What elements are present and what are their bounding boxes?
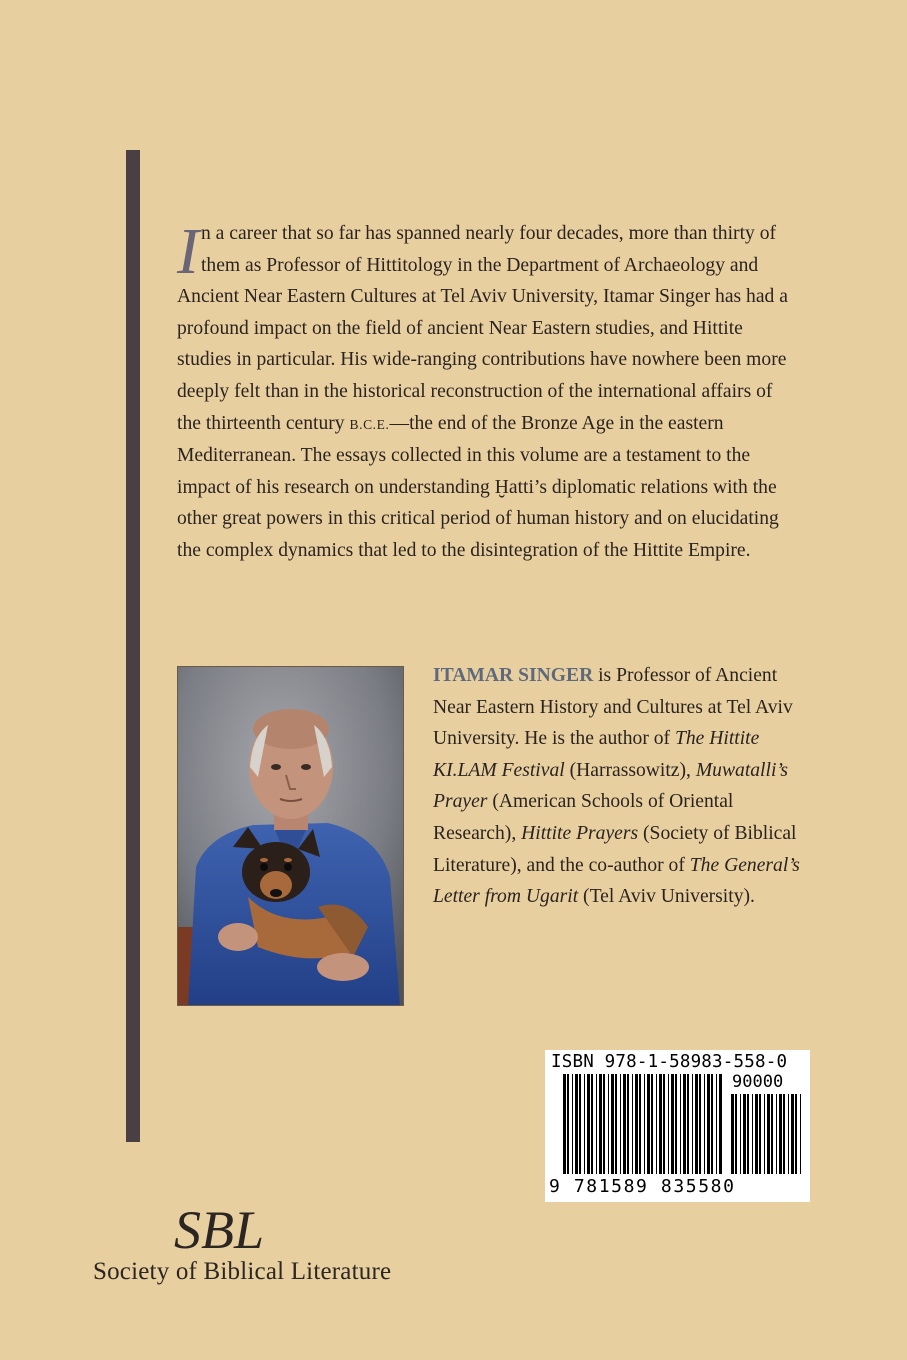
barcode-bar <box>575 1074 578 1174</box>
barcode-bar <box>668 1074 669 1174</box>
barcode-bar <box>711 1074 713 1174</box>
barcode-bar <box>783 1094 785 1174</box>
book-title-2: Muwatalli’s Prayer <box>433 759 789 813</box>
description-text-1: n a career that so far has spanned nearly four decades, more than thirty of them as Professor of Hittitology in the Department of Archaeology and Ancient Near Eastern Cultures at Tel Aviv University, Itamar Singer has had a profound impact on the field of ancient Near Eastern studies, and Hittite studies in particular. His wide-ranging contributions have nowhere been more deeply felt than in the historical reconstruction of the international affairs of the thirteenth century <box>177 223 788 434</box>
barcode-bar <box>635 1074 638 1174</box>
isbn-label: ISBN 978-1-58983-558-0 <box>551 1052 788 1072</box>
book-title-1: The Hittite KI.LAM Festival <box>433 728 760 781</box>
barcode-bar <box>567 1074 569 1174</box>
barcode-bar <box>632 1074 633 1174</box>
book-description <box>177 215 797 567</box>
bio-text-2: (Harrassowitz), <box>564 759 696 781</box>
barcode-bar <box>651 1074 653 1174</box>
bio-text-5: (Tel Aviv University). <box>578 886 755 908</box>
barcode-bar <box>767 1094 770 1174</box>
barcode-bar <box>639 1074 641 1174</box>
barcode-bar <box>687 1074 689 1174</box>
barcode-bar <box>683 1074 686 1174</box>
era-abbreviation: B.C.E. <box>349 416 390 432</box>
barcode-bar <box>752 1094 753 1174</box>
barcode-bar <box>587 1074 590 1174</box>
barcode-bar <box>695 1074 698 1174</box>
barcode-bar <box>740 1094 741 1174</box>
barcode-bar <box>647 1074 650 1174</box>
barcode-bar <box>731 1094 734 1174</box>
barcode-bar <box>627 1074 629 1174</box>
barcode-bar <box>719 1074 722 1174</box>
barcode-bar <box>608 1074 609 1174</box>
barcode-bar <box>788 1094 789 1174</box>
barcode-bar <box>735 1094 737 1174</box>
bio-text-1: is Professor of Ancient Near Eastern History and Cultures at Tel Aviv University. He is the author of <box>433 665 793 750</box>
barcode-bar <box>623 1074 626 1174</box>
barcode-bar <box>644 1074 645 1174</box>
barcode-bar <box>680 1074 681 1174</box>
barcode-bar <box>776 1094 777 1174</box>
author-name: ITAMAR SINGER <box>433 665 594 686</box>
barcode-bar <box>743 1094 746 1174</box>
barcode-bar <box>675 1074 677 1174</box>
description-paragraph <box>177 215 797 567</box>
barcode-bar <box>699 1074 701 1174</box>
author-bio <box>433 660 803 913</box>
barcode-bar <box>563 1074 566 1174</box>
barcode-digits: 9 781589 835580 <box>549 1176 736 1197</box>
barcode-bar <box>800 1094 801 1174</box>
barcode-bar <box>716 1074 717 1174</box>
barcode-bar <box>591 1074 593 1174</box>
barcode-bar <box>572 1074 573 1174</box>
description-text-2: —the end of the Bronze Age in the eastern Mediterranean. The essays collected in this volume are a testament to the impact of his research on understanding Ḫatti’s diplomatic relations with the other great powers in this critical period of human history and on elucidating the complex dynamics that led to the disintegration of the Hittite Empire. <box>177 412 779 561</box>
barcode-bar <box>584 1074 585 1174</box>
sbl-logo-text: SBL <box>174 1200 265 1260</box>
barcode-bar <box>759 1094 761 1174</box>
author-portrait-image <box>178 667 404 1006</box>
barcode-bar <box>579 1074 581 1174</box>
book-title-4: The General’s Letter from Ugarit <box>433 854 800 908</box>
barcode-bar <box>707 1074 710 1174</box>
barcode-bar <box>611 1074 614 1174</box>
decorative-vertical-bar <box>126 150 140 1142</box>
barcode-bar <box>620 1074 621 1174</box>
barcode-bar <box>659 1074 662 1174</box>
author-photo <box>177 666 404 1006</box>
barcode-bar <box>599 1074 602 1174</box>
barcode-bar <box>615 1074 617 1174</box>
bio-text-4: (Society of Biblical Literature), and the co-author of <box>433 822 797 876</box>
barcode-bar <box>791 1094 794 1174</box>
barcode-bar <box>671 1074 674 1174</box>
barcode-bar <box>795 1094 797 1174</box>
bio-text-3: (American Schools of Oriental Research), <box>433 791 734 844</box>
drop-cap: I <box>177 215 199 288</box>
barcode-bar <box>764 1094 765 1174</box>
barcode-bar <box>755 1094 758 1174</box>
barcode-bar <box>692 1074 693 1174</box>
isbn-barcode <box>545 1050 810 1202</box>
barcode-bar <box>704 1074 705 1174</box>
price-code: 90000 <box>732 1072 784 1092</box>
barcode-bar <box>656 1074 657 1174</box>
sbl-logo <box>170 1196 330 1266</box>
barcode-bar <box>747 1094 749 1174</box>
book-title-3: Hittite Prayers <box>521 822 639 844</box>
barcode-bar <box>603 1074 605 1174</box>
publisher-name: Society of Biblical Literature <box>93 1258 392 1285</box>
barcode-bar <box>779 1094 782 1174</box>
barcode-bar <box>663 1074 665 1174</box>
barcode-bar <box>596 1074 597 1174</box>
barcode-bar <box>771 1094 773 1174</box>
